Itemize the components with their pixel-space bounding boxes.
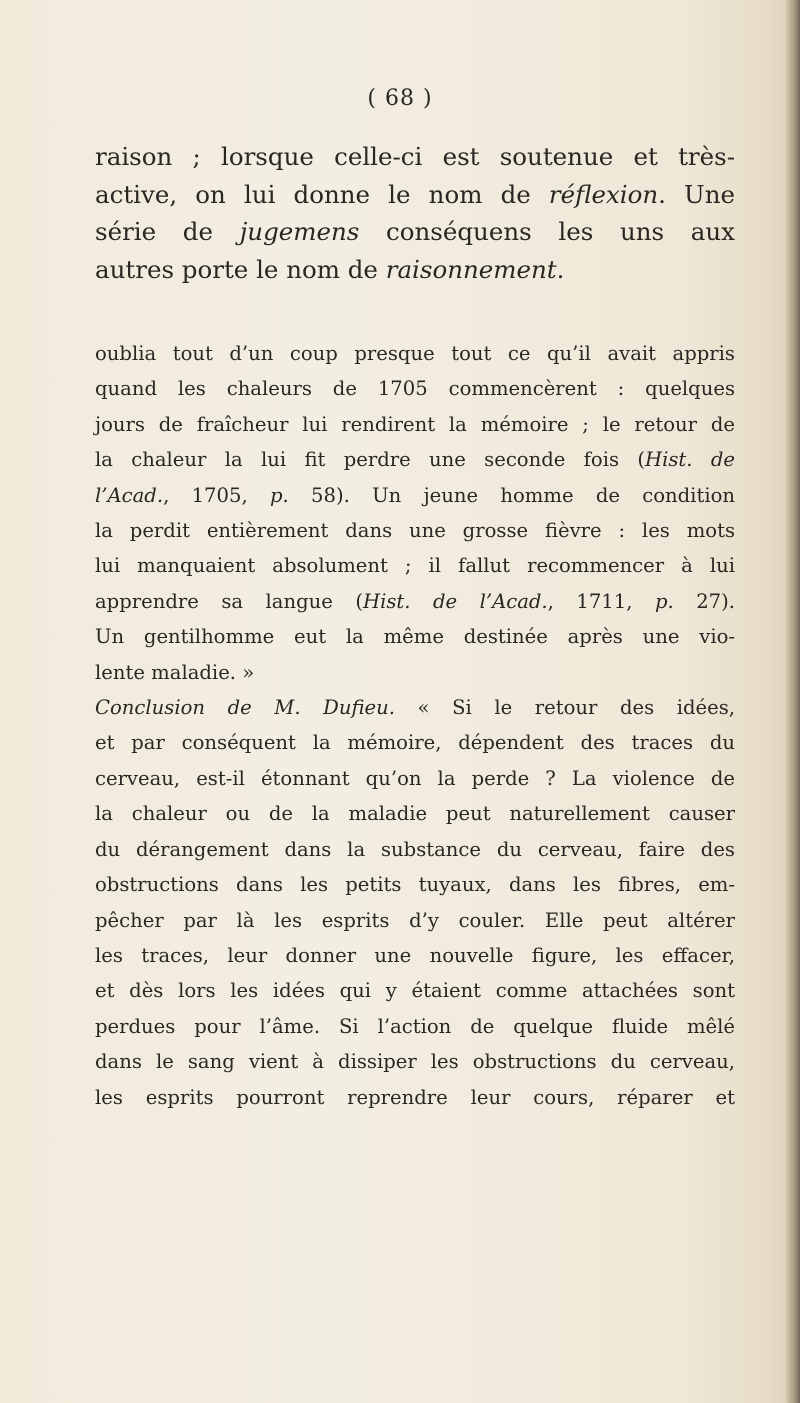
text-line: pêcher par là les esprits d’y couler. Elle peut altérer [95,908,735,932]
text-line: série de jugemens conséquens les uns aux [95,217,735,246]
text-line: Un gentilhomme eut la même destinée après une vio- [95,625,735,649]
text-line: et dès lors les idées qui y étaient comme attachées sont [95,979,735,1003]
text-line: jours de fraîcheur lui rendirent la mémoire ; le retour de [95,412,735,436]
text-line: les esprits pourront reprendre leur cours, réparer et [95,1085,735,1109]
main-text [95,336,735,1115]
text-line: apprendre sa langue (Hist. de l’Acad., 1711, p. 27). [95,589,735,613]
text-line: active, on lui donne le nom de réflexion. Une [95,179,735,209]
text-line: quand les chaleurs de 1705 commencèrent : quelques [95,377,735,401]
text-line: cerveau, est-il étonnant qu’on la perde ? La violence de [95,766,735,790]
text-line: du dérangement dans la substance du cerveau, faire des [95,837,735,861]
text-line: dans le sang vient à dissiper les obstructions du cerveau, [95,1050,735,1074]
text-line: obstructions dans les petits tuyaux, dans les fibres, em- [95,873,735,897]
page-edge-shadow [786,0,800,1403]
text-line: les traces, leur donner une nouvelle figure, les effacer, [95,943,735,967]
text-line: autres porte le nom de raisonnement. [95,254,565,284]
text-line: Conclusion de M. Dufieu. « Si le retour des idées, [95,696,735,720]
text-line: l’Acad., 1705, p. 58). Un jeune homme de condition [95,483,736,507]
text-line: oublia tout d’un coup presque tout ce qu’il avait appris [95,342,735,365]
text-line: lui manquaient absolument ; il fallut recommencer à lui [95,554,735,578]
top-paragraph [95,138,735,288]
text-line: la perdit entièrement dans une grosse fièvre : les mots [95,519,735,543]
text-line: raison ; lorsque celle-ci est soutenue et très- [95,142,735,171]
page-number: ( 68 ) [367,86,433,111]
text-line: la chaleur ou de la maladie peut naturellement causer [95,802,735,826]
text-line: la chaleur la lui fit perdre une seconde fois (Hist. de [95,448,735,472]
text-line: perdues pour l’âme. Si l’action de quelque fluide mêlé [95,1014,735,1038]
text-line: et par conséquent la mémoire, dépendent des traces du [95,731,735,755]
text-line: lente maladie. » [95,660,255,684]
